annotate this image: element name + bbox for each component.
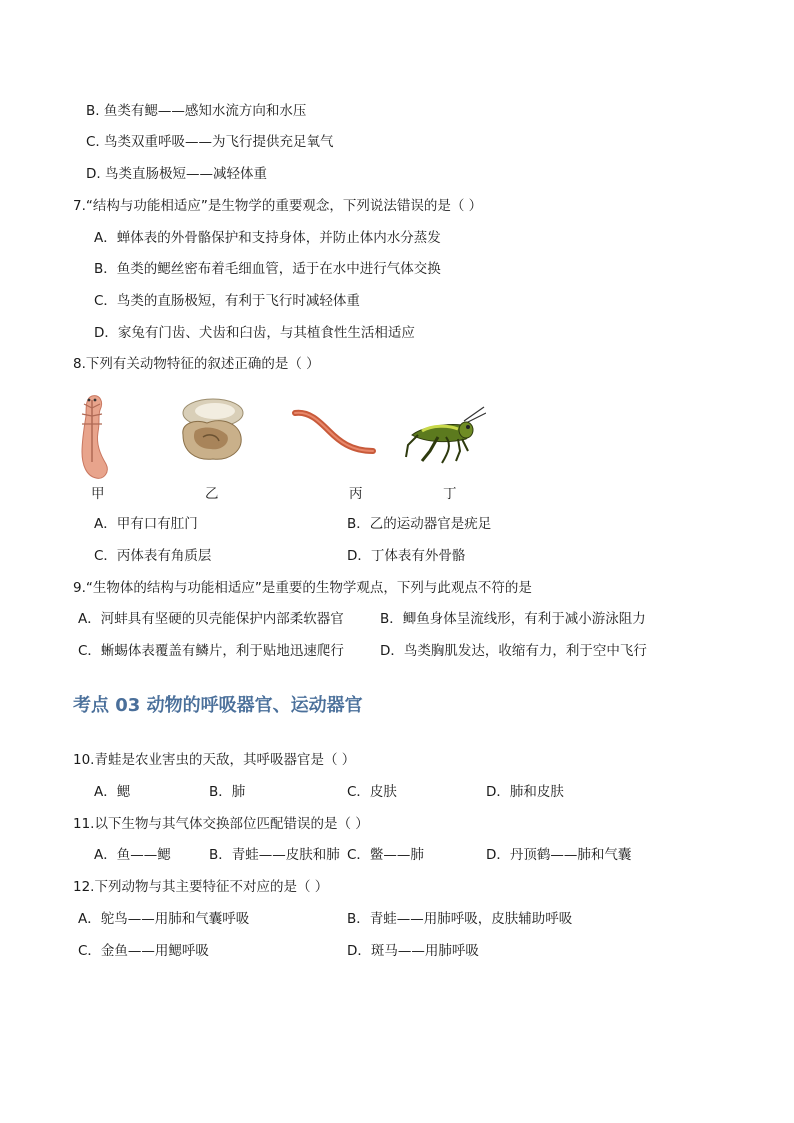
grasshopper-image [402,405,486,467]
q7-option-c: C．鸟类的直肠极短，有利于飞行时减轻体重 [94,293,360,309]
q7-option-a: A．蝉体表的外骨骼保护和支持身体，并防止体内水分蒸发 [94,230,441,246]
q8-option-d: D．丁体表有外骨骼 [347,548,466,564]
q9-option-a: A．河蚌具有坚硬的贝壳能保护内部柔软器官 [78,611,344,627]
q10-option-c: C．皮肤 [347,784,397,800]
q11-stem: 11.以下生物与其气体交换部位匹配错误的是（ ） [73,816,369,832]
q11-option-b: B．青蛙——皮肤和肺 [209,847,340,863]
q9-stem: 9.“生物体的结构与功能相适应”是重要的生物学观点，下列与此观点不符的是 [73,580,532,596]
q8-option-b: B．乙的运动器官是疣足 [347,516,492,532]
q12-option-c: C．金鱼——用鳃呼吸 [78,943,209,959]
q12-stem: 12.下列动物与其主要特征不对应的是（ ） [73,879,329,895]
label-bing: 丙 [349,486,363,502]
q11-option-c: C．鳖——肺 [347,847,424,863]
q9-option-c: C．蜥蜴体表覆盖有鳞片，利于贴地迅速爬行 [78,643,344,659]
q6-option-b: B. 鱼类有鳃——感知水流方向和水压 [86,103,307,119]
earthworm-image [291,405,377,459]
q9-option-d: D．鸟类胸肌发达，收缩有力，利于空中飞行 [380,643,647,659]
clam-image [175,395,247,465]
q10-stem: 10.青蛙是农业害虫的天敌，其呼吸器官是（ ） [73,752,356,768]
section-heading: 考点 03 动物的呼吸器官、运动器官 [73,695,363,716]
label-ding: 丁 [443,486,457,502]
q10-option-b: B．肺 [209,784,246,800]
q10-option-a: A．鳃 [94,784,131,800]
q7-stem: 7.“结构与功能相适应”是生物学的重要观念，下列说法错误的是（ ） [73,198,483,214]
label-jia: 甲 [91,486,105,502]
q8-option-c: C．丙体表有角质层 [94,548,212,564]
q6-option-d: D. 鸟类直肠极短——减轻体重 [86,166,267,182]
q11-option-d: D．丹顶鹤——肺和气囊 [486,847,632,863]
q8-stem: 8.下列有关动物特征的叙述正确的是（ ） [73,356,320,372]
q12-option-b: B．青蛙——用肺呼吸，皮肤辅助呼吸 [347,911,573,927]
q7-option-d: D．家兔有门齿、犬齿和臼齿，与其植食性生活相适应 [94,325,415,341]
q11-option-a: A．鱼——鳃 [94,847,171,863]
q12-option-d: D．斑马——用肺呼吸 [347,943,479,959]
flatworm-image [70,392,120,484]
q12-option-a: A．鸵鸟——用肺和气囊呼吸 [78,911,250,927]
q10-option-d: D．肺和皮肤 [486,784,564,800]
q8-option-a: A．甲有口有肛门 [94,516,198,532]
q6-option-c: C. 鸟类双重呼吸——为飞行提供充足氧气 [86,134,334,150]
label-yi: 乙 [205,486,219,502]
q9-option-b: B．鲫鱼身体呈流线形，有利于减小游泳阻力 [380,611,646,627]
q7-option-b: B．鱼类的鳃丝密布着毛细血管，适于在水中进行气体交换 [94,261,441,277]
